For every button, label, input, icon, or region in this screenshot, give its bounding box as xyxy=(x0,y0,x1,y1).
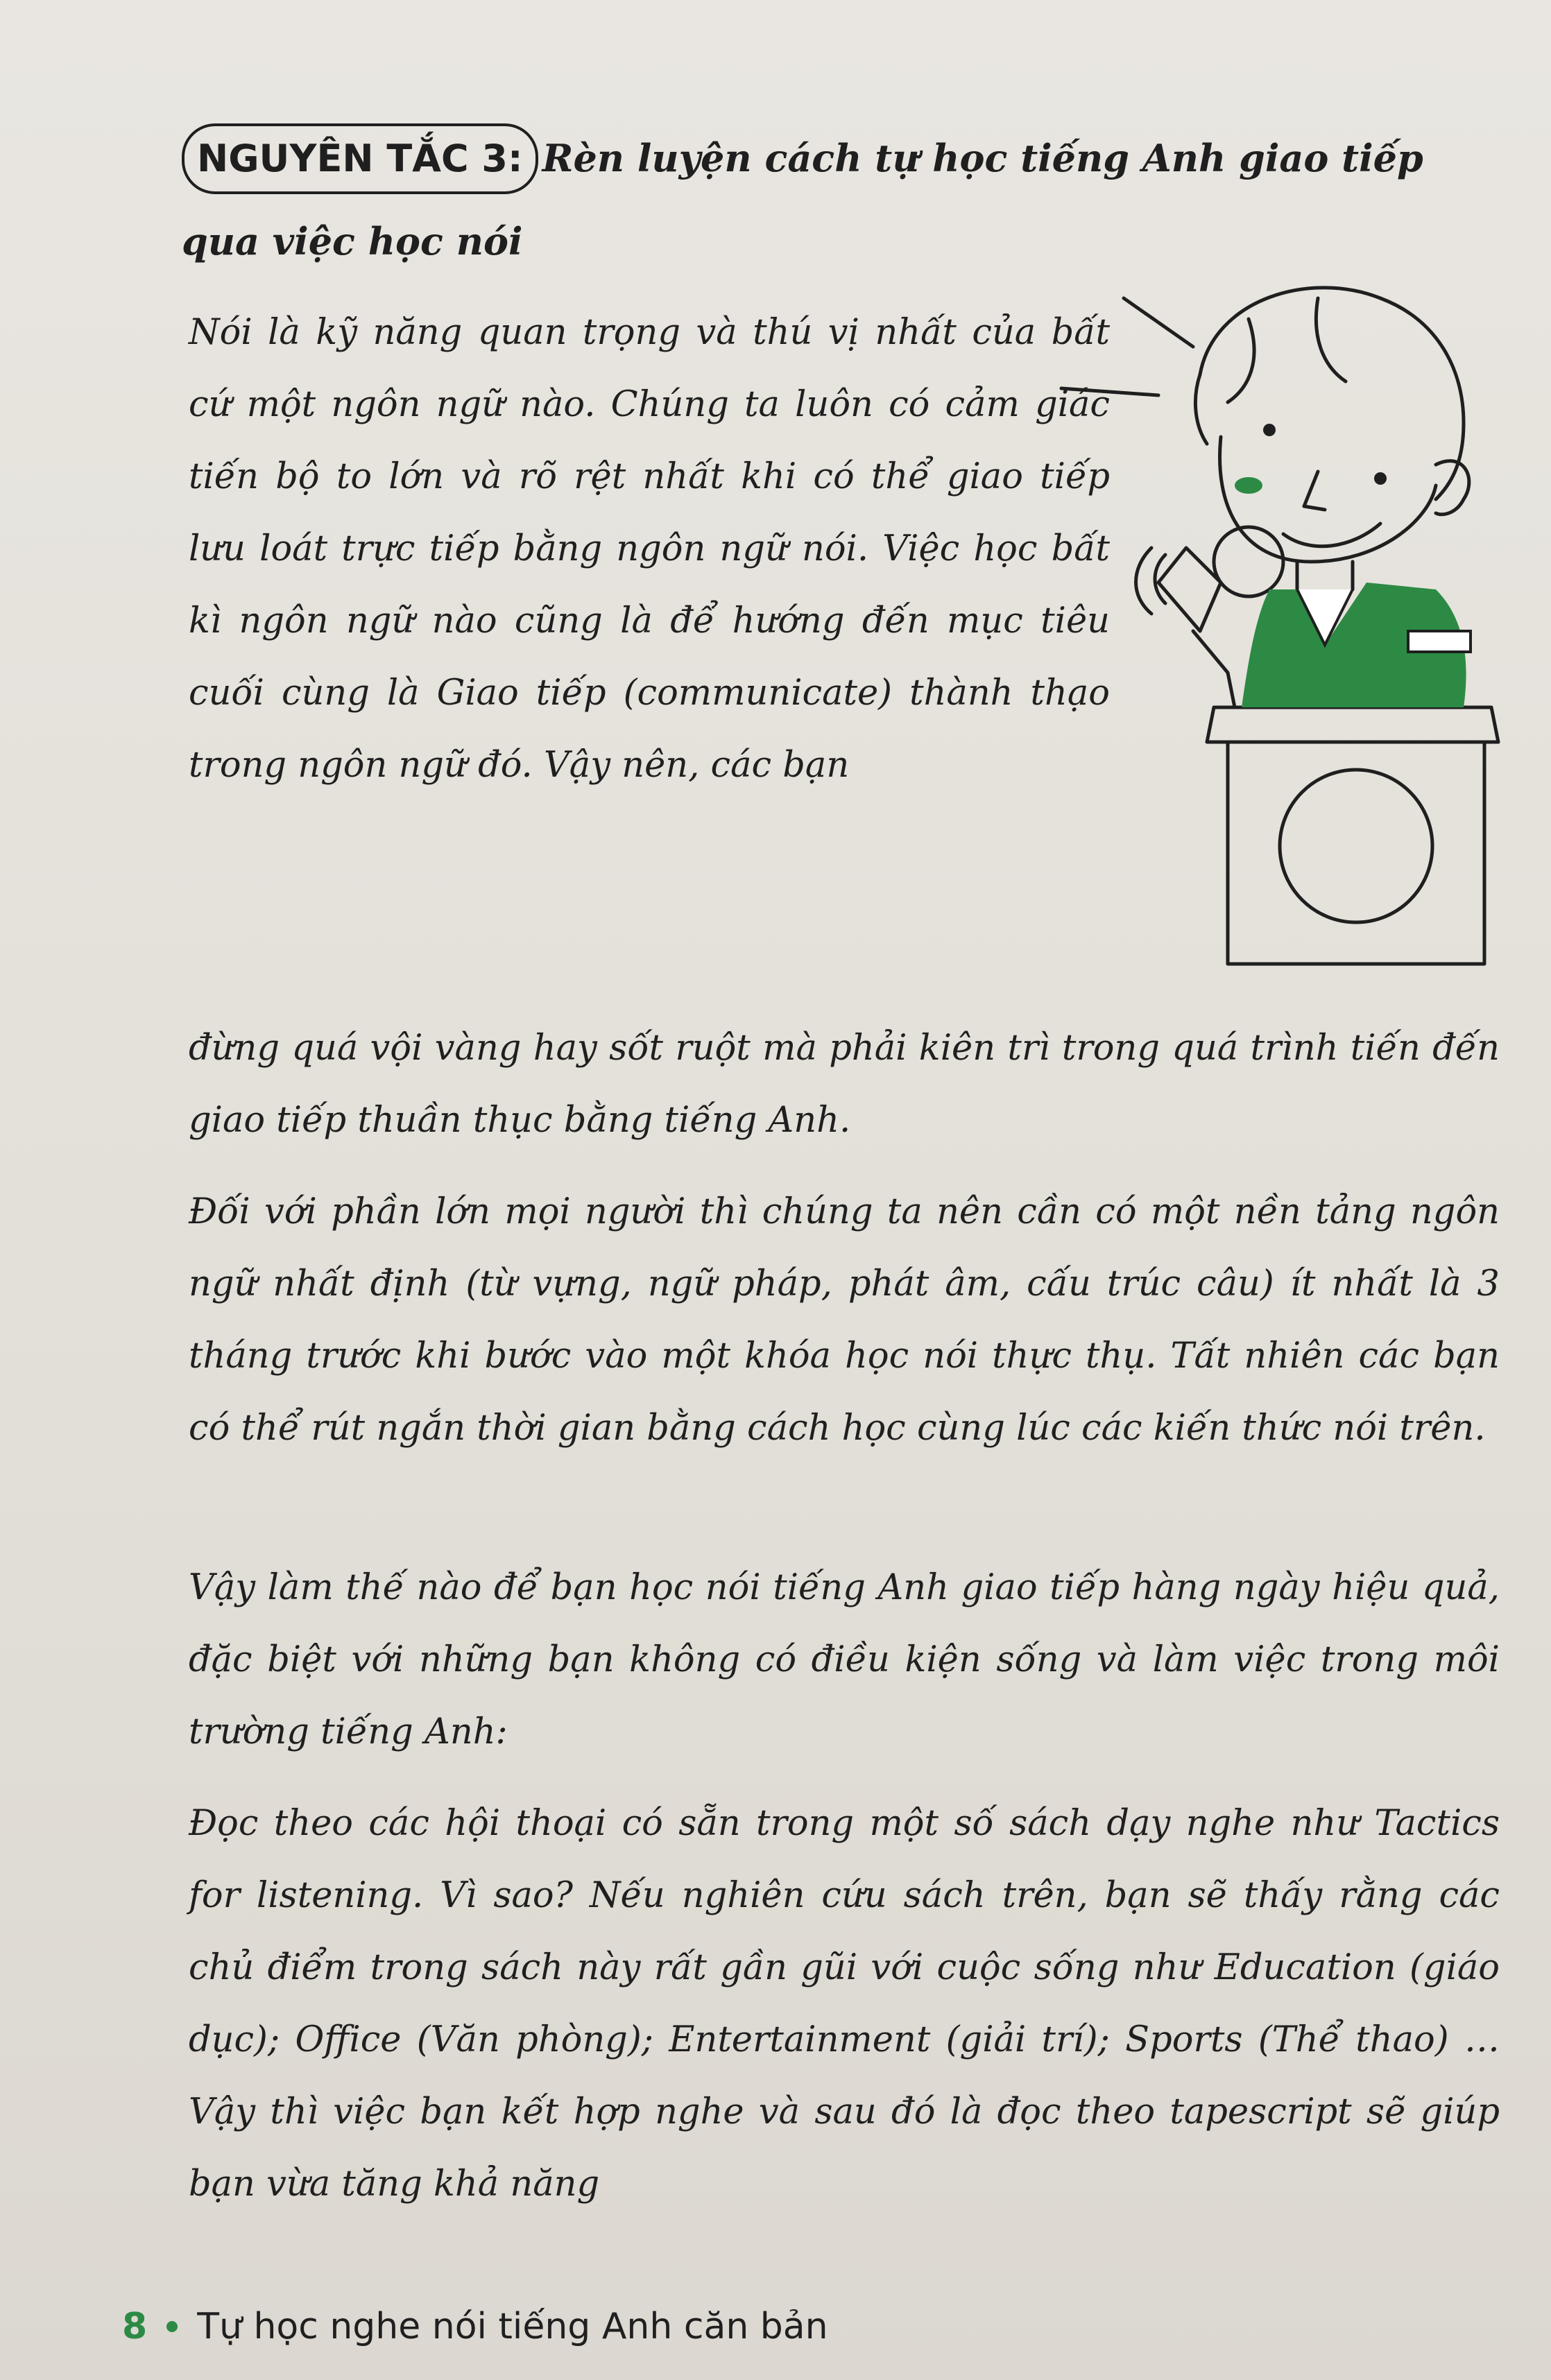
face-icon xyxy=(1220,437,1436,562)
section-title: Rèn luyện cách tự học tiếng Anh giao tiếp qua việc học nói xyxy=(182,136,1423,264)
speech-line-icon xyxy=(1061,388,1158,395)
podium-icon xyxy=(1207,707,1498,742)
speech-line-icon xyxy=(1124,298,1193,347)
principle-label: NGUYÊN TẮC 3: xyxy=(182,123,538,194)
paragraph-reading-tip: Đọc theo các hội thoại có sẵn trong một số sách dạy nghe như Tactics for listening. Vì sao? Nếu nghiên cứu sách trên, bạn sẽ thấy rằng các chủ điểm trong sách này rất gần gũi với cuộc sống như Education (giáo dục); Office (Văn phòng); Entertainment (giải trí); Sports (Thể thao) … Vậy thì việc bạn kết hợp nghe và sau đó là đọc theo tapescript sẽ giúp bạn vừa tăng khả năng xyxy=(189,1803,1500,2205)
cheek-icon xyxy=(1235,477,1262,494)
page-footer xyxy=(122,2295,828,2358)
page-number: 8 xyxy=(122,2306,148,2347)
eye-icon xyxy=(1263,424,1276,436)
paragraph-intro-continued: đừng quá vội vàng hay sốt ruột mà phải kiên trì trong quá trình tiến đến giao tiếp thuần thục bằng tiếng Anh. xyxy=(189,1028,1500,1141)
paragraph-question: Vậy làm thế nào để bạn học nói tiếng Anh giao tiếp hàng ngày hiệu quả, đặc biệt với những bạn không có điều kiện sống và làm việc trong môi trường tiếng Anh: xyxy=(189,1567,1500,1752)
bullet-icon xyxy=(166,2321,178,2332)
eye-icon xyxy=(1374,472,1387,485)
speaker-at-podium-illustration xyxy=(1020,257,1519,978)
paragraph-foundation: Đối với phần lớn mọi người thì chúng ta nên cần có một nền tảng ngôn ngữ nhất định (từ vựng, ngữ pháp, phát âm, cấu trúc câu) ít nhất là 3 tháng trước khi bước vào một khóa học nói thực thụ. Tất nhiên các bạn có thể rút ngắn thời gian bằng cách học cùng lúc các kiến thức nói trên. xyxy=(189,1191,1500,1449)
paragraph-intro: Nói là kỹ năng quan trọng và thú vị nhất của bất cứ một ngôn ngữ nào. Chúng ta luôn có cảm giác tiến bộ to lớn và rõ rệt nhất khi có thể giao tiếp lưu loát trực tiếp bằng ngôn ngữ nói. Việc học bất kì ngôn ngữ nào cũng là để hướng đến mục tiêu cuối cùng là Giao tiếp (communicate) thành thạo trong ngôn ngữ đó. Vậy nên, các bạn xyxy=(189,312,1110,786)
book-title: Tự học nghe nói tiếng Anh căn bản xyxy=(197,2306,828,2347)
